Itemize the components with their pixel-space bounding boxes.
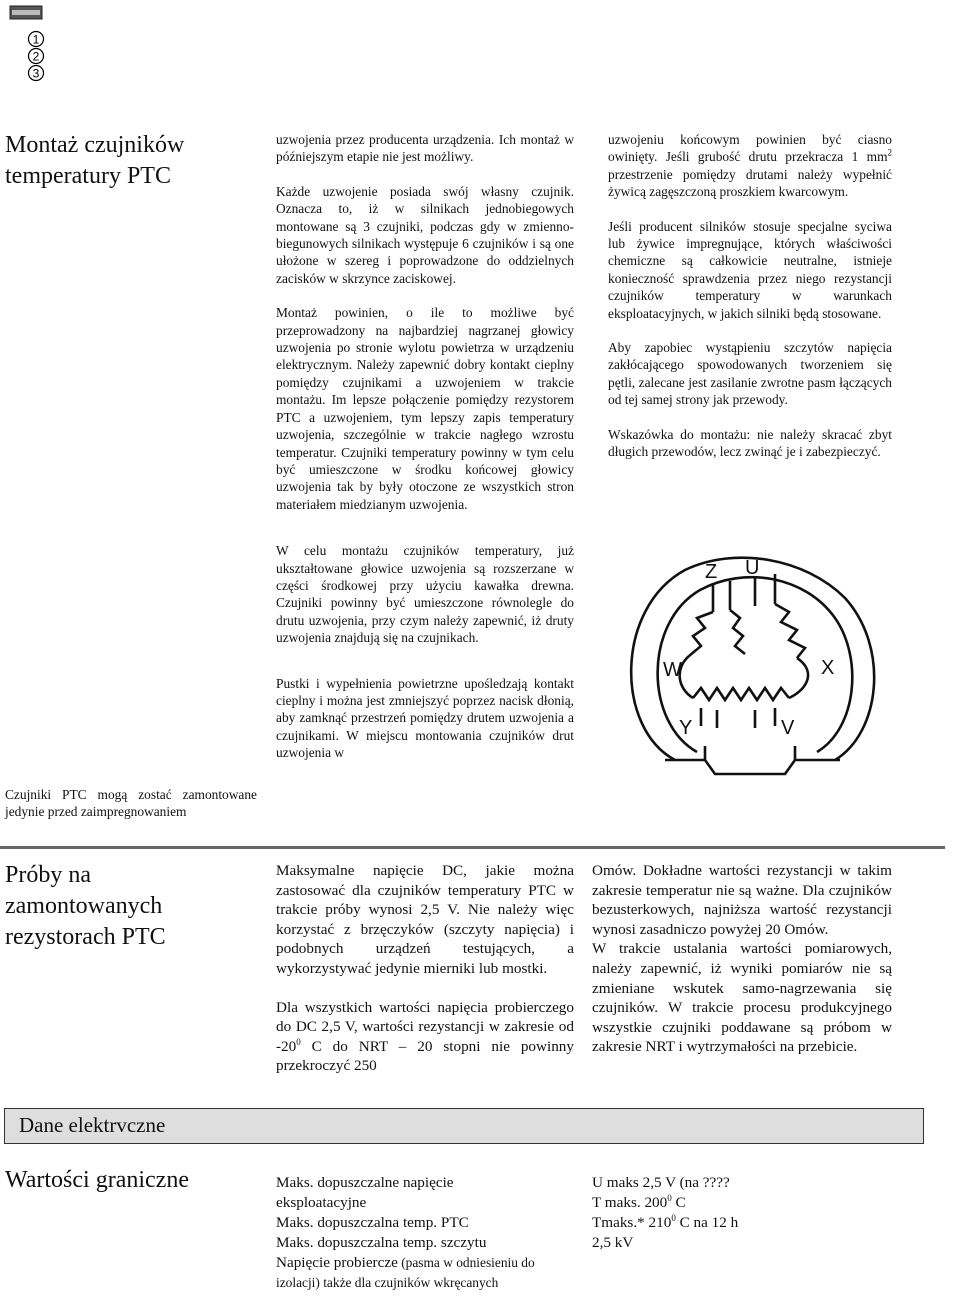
- limit-label: Maks. dopuszczalna temp. PTC: [276, 1214, 469, 1231]
- limit-value-text: C: [671, 1194, 686, 1211]
- label-w: W: [663, 659, 682, 681]
- logo-number-2: 2: [32, 49, 40, 64]
- section-title-line: Montaż czujników: [5, 132, 185, 158]
- limit-value-text: Tmaks.* 210: [592, 1214, 672, 1231]
- paragraph-text: Dla wszystkich wartości napięcia probierczego do DC 2,5 V, wartości rezystancji w zakresie od -20: [276, 998, 574, 1055]
- paragraph: Omów. Dokładne wartości rezystancji w takim zakresie temperatur nie są ważne. Dla czujników bezusterkowych, najniższa wartość rezystancji wynosi zasadniczo powyżej 20 Omów.: [592, 862, 892, 938]
- column-3: [608, 131, 892, 461]
- superscript: 0: [671, 1212, 676, 1223]
- section-title-proby: [5, 860, 260, 953]
- label-z: Z: [705, 561, 718, 583]
- paragraph: Pustki i wypełnienia powietrzne upośledzają kontakt cieplny i można jest zmniejszyć poprzez nacisk dłonią, aby zamknąć przestrzeń pomiędzy drutem uzwojenia a czujnikami. W miejscu montowania czujników drut uzwojenia w: [276, 675, 574, 761]
- limit-label: Maks. dopuszczalne napięcie: [276, 1174, 454, 1191]
- limit-label: [276, 1253, 586, 1273]
- limit-value-text: C na 12 h: [675, 1214, 739, 1231]
- side-note-text: Czujniki PTC mogą zostać zamontowane jedynie przed zaimpregnowaniem: [5, 787, 257, 820]
- label-x: X: [821, 657, 835, 679]
- limit-value-text: T maks. 200: [592, 1194, 668, 1211]
- limits-labels: [276, 1173, 586, 1293]
- side-note: [5, 786, 257, 821]
- paragraph-text: uzwojeniu końcowym powinien być ciasno owinięty. Jeśli grubość drutu przekracza 1 mm: [608, 132, 892, 165]
- superscript: 2: [887, 147, 892, 158]
- paragraph: W trakcie ustalania wartości pomiarowych, należy zapewnić, iż wyniki pomiarów nie są zmieniane wskutek samo-nagrzewania się czujników. W trakcie procesu produkcyjnego wszystkie czujniki poddawane są próbom w zakresie NRT i wytrzymałości na przebicie.: [592, 940, 892, 1056]
- electrical-data-label: Dane elektrvczne: [19, 1113, 166, 1137]
- paragraph: [608, 131, 892, 201]
- logo: [8, 4, 52, 94]
- limit-label: Maks. dopuszczalna temp. szczytu: [276, 1234, 487, 1251]
- limit-label: eksploatacyjne: [276, 1194, 367, 1211]
- limit-value: [592, 1213, 892, 1233]
- paragraph: Montaż powinien, o ile to możliwe być przeprowadzony na najbardziej nagrzanej głowicy uzwojenia po stronie wylotu powietrza w urządzeniu elektrycznym. Należy zapewnić dobry kontakt cieplny pomiędzy czujnikami a uzwojeniem w trakcie montażu. Im lepsze połączenie pomiędzy rezystorem PTC a uzwojeniem, tym lepszy zapis temperatury uzwojenia, szczególnie w trakcie nagłego wzrostu temperatur. Czujniki temperatury powinny w tym celu być umieszczone w środku końcowej głowicy uzwojenia tak by były otoczone ze wszystkich stron materiałem miedzianym uzwojenia.: [276, 305, 574, 512]
- paragraph: Wskazówka do montażu: nie należy skracać zbyt długich przewodów, lecz zwinąć je i zabezpieczyć.: [608, 426, 892, 460]
- winding-diagram: [605, 548, 895, 778]
- limit-label-small: (pasma w odniesieniu do: [397, 1255, 535, 1270]
- section-title-montaz: [5, 130, 255, 192]
- limit-label-small: izolacji) także dla czujników wkręcanych: [276, 1275, 499, 1290]
- paragraph: uzwojenia przez producenta urządzenia. Ich montaż w późniejszym etapie nie jest możliwy.: [276, 132, 574, 165]
- paragraph-text: C do NRT – 20 stopni nie powinny przekroczyć 250: [276, 1037, 574, 1075]
- electrical-data-bar: [4, 1108, 924, 1144]
- logo-number-3: 3: [32, 66, 40, 81]
- superscript: 0: [296, 1036, 301, 1047]
- limit-value: [592, 1193, 892, 1213]
- superscript: 0: [667, 1192, 672, 1203]
- paragraph: Każde uzwojenie posiada swój własny czujnik. Oznacza to, iż w silnikach jednobiegowych montowane są 3 czujniki, podczas gdy w zmienno-biegunowych silnikach występuje 6 czujników i są one ułożone w szereg i poprowadzone do oddzielnych zacisków w skrzynce zaciskowej.: [276, 183, 574, 286]
- paragraph-text: przestrzenie pomiędzy drutami należy wypełnić żywicą zagęszczoną proszkiem kwarcowym.: [608, 166, 892, 200]
- column-2-tests: [276, 861, 574, 1076]
- label-y: Y: [679, 717, 693, 739]
- limit-label-text: Napięcie probiercze: [276, 1254, 398, 1271]
- paragraph: Jeśli producent silników stosuje specjalne syciwa lub żywice impregnujące, których właściwości chemiczne są całkowicie neutralne, istnieje konieczność sprawdzenia przez niego rezystancji czujników temperatury w warunkach eksploatacyjnych, w jakich silniki będą stosowane.: [608, 218, 892, 321]
- column-2: [276, 131, 574, 762]
- paragraph: Maksymalne napięcie DC, jakie można zastosować dla czujników temperatury PTC w trakcie próby wynosi 2,5 V. Nie należy więc korzystać z brzęczyków (szczyty napięcia) i podobnych urządzeń testujących, a wykorzystywać jedynie mierniki lub mostki.: [276, 862, 574, 977]
- section-title-line: zamontowanych: [5, 893, 163, 919]
- label-v: V: [781, 717, 795, 739]
- section-divider: [0, 846, 945, 849]
- label-u: U: [745, 557, 760, 579]
- logo-number-1: 1: [32, 32, 40, 47]
- section-title-line: temperatury PTC: [5, 163, 171, 189]
- section-title-line: rezystorach PTC: [5, 924, 166, 950]
- column-3-tests: [592, 861, 892, 1057]
- limits-values: [592, 1173, 892, 1253]
- limit-value: 2,5 kV: [592, 1234, 634, 1251]
- section-title-limits: Wartości graniczne: [5, 1167, 189, 1193]
- section-title-line: Próby na: [5, 862, 91, 888]
- limit-value: U maks 2,5 V (na ????: [592, 1174, 730, 1191]
- paragraph: W celu montażu czujników temperatury, już ukształtowane głowice uzwojenia są rozszerzane w części środkowej przy użyciu kawałka drewna. Czujniki powinny być umieszczone równolegle do drutu uzwojenia, przy czym należy zapewnić, iż druty uzwojenia znajdują się na czujnikach.: [276, 543, 574, 646]
- paragraph: Aby zapobiec wystąpieniu szczytów napięcia zakłócającego spowodowanych tworzeniem się pętli, zalecane jest zasilanie zwrotne pasm łączących od tej samej strony jak przewody.: [608, 340, 892, 408]
- paragraph: [276, 998, 574, 1076]
